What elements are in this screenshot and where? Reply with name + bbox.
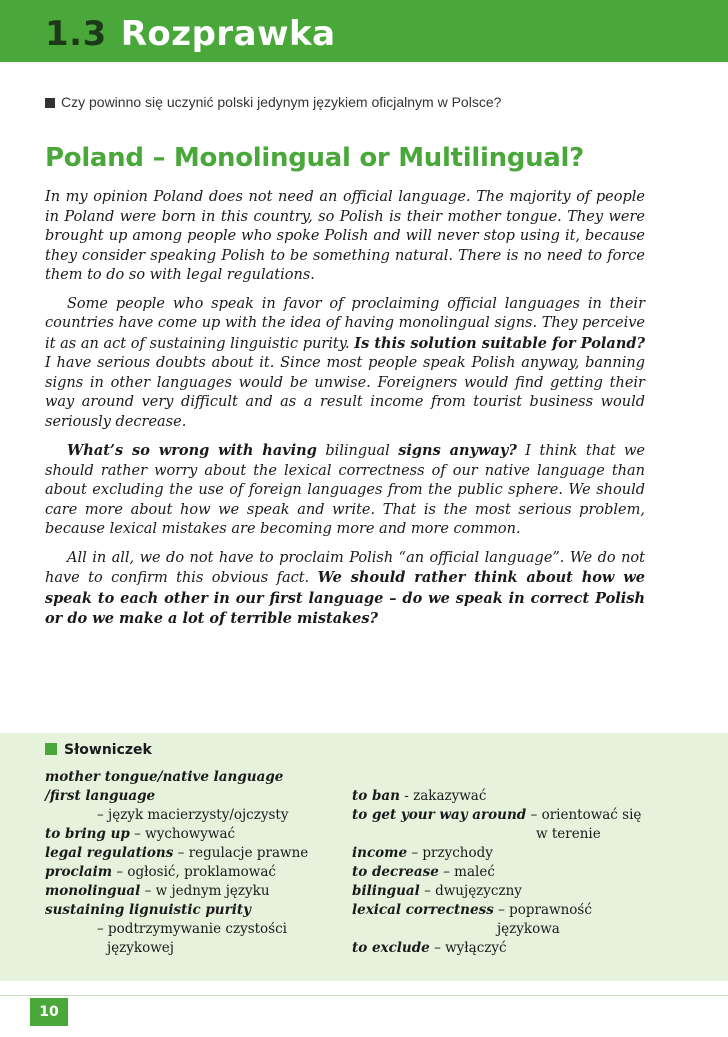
glossary-entry: bilingual – dwujęzyczny: [352, 883, 522, 899]
p2-text-a: Some people who speak in favor of proclaiming official languages in their countries have come up with the idea of having monolingual signs. They perceive it as an act of sustaining linguistic purity.: [45, 295, 645, 352]
glossary-heading-text: Słowniczek: [64, 742, 152, 758]
section-title: [45, 14, 336, 54]
p2-text-c: I have serious doubts about it. Since most people speak Polish anyway, banning signs in other languages would be unwise. Foreigners would find getting their way around very difficult and as a result income from tourist business would seriously decrease.: [45, 355, 645, 430]
p3-bold-a: What’s so wrong with having: [67, 442, 317, 459]
header: [0, 0, 728, 72]
essay-question: [45, 94, 501, 110]
glossary-entry: – podtrzymywanie czystości: [97, 921, 287, 937]
glossary-entry: w terenie: [536, 826, 601, 842]
glossary-heading: [45, 742, 152, 758]
glossary-entry: to decrease – maleć: [352, 864, 495, 880]
glossary-entry: mother tongue/native language: [45, 769, 284, 785]
glossary-entry: proclaim – ogłosić, proklamować: [45, 864, 276, 880]
essay-body: [45, 188, 645, 639]
p3-text-d: I think that we should rather worry about the lexical correctness of our native language than about excluding the use of foreign languages from the public sphere. We should care more about how we speak and write. That is the most serious problem, because lexical mistakes are becoming more and more common.: [45, 443, 645, 537]
glossary-left-column: [45, 768, 335, 958]
footer-rule: [0, 995, 728, 996]
glossary-entry: /first language: [45, 788, 156, 804]
glossary-entry: językowej: [107, 940, 174, 956]
glossary-entry: językowa: [497, 921, 560, 937]
glossary-entry: to bring up – wychowywać: [45, 826, 236, 842]
p3-bold-c: signs anyway?: [398, 442, 517, 459]
square-bullet-icon: [45, 98, 55, 108]
square-bullet-icon: [45, 743, 57, 755]
glossary-entry: to exclude – wyłączyć: [352, 940, 507, 956]
section-number: 1.3: [45, 14, 107, 54]
paragraph-3: [45, 441, 645, 540]
glossary-entry: monolingual – w jednym języku: [45, 883, 270, 899]
page-number: 10: [30, 998, 68, 1026]
glossary-right-column: [352, 787, 682, 958]
glossary-entry: to get your way around – orientować się: [352, 807, 642, 823]
paragraph-2: [45, 295, 645, 433]
question-text: Czy powinno się uczynić polski jedynym językiem oficjalnym w Polsce?: [61, 94, 502, 110]
paragraph-4: [45, 549, 645, 630]
glossary-box: [0, 733, 728, 981]
glossary-entry: – język macierzysty/ojczysty: [97, 807, 289, 823]
paragraph-1: In my opinion Poland does not need an official language. The majority of people in Poland were born in this country, so Polish is their mother tongue. They were brought up among people who spoke Polish and will never stop using it, because they consider speaking Polish to be something natural. There is no need to force them to do so with legal regulations.: [45, 189, 645, 283]
section-name: Rozprawka: [120, 14, 336, 54]
glossary-entry: income – przychody: [352, 845, 493, 861]
glossary-entry: to ban - zakazywać: [352, 788, 487, 804]
essay-title: Poland – Monolingual or Multilingual?: [45, 143, 584, 173]
p4-bold: We should rather think about how we speak to each other in our first language – do we speak in correct Polish or do we make a lot of terrible mistakes?: [45, 569, 645, 627]
p4-text-a: All in all, we do not have to proclaim Polish “an official language”. We do not have to confirm this obvious fact.: [45, 549, 645, 586]
p3-text-b: bilingual: [316, 443, 399, 459]
p2-bold: Is this solution suitable for Poland?: [354, 334, 645, 352]
glossary-entry: sustaining lignuistic purity: [45, 902, 251, 918]
glossary-entry: legal regulations – regulacje prawne: [45, 845, 309, 861]
glossary-entry: lexical correctness – poprawność: [352, 902, 592, 918]
